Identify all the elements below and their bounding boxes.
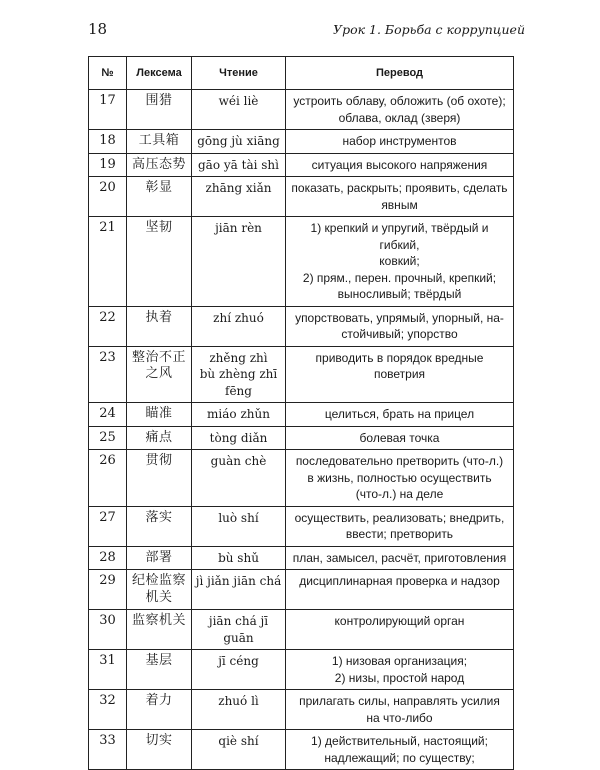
translation-line: выносливый; твёрдый [337, 287, 462, 301]
table-row [89, 650, 514, 690]
translation-line: стойчивый; упорство [341, 327, 458, 341]
translation-line: ввести; претворить [345, 527, 454, 541]
entry-translation [286, 450, 514, 507]
vocabulary-table [88, 56, 514, 770]
entry-lexeme: 高压态势 [127, 153, 192, 177]
entry-lexeme: 坚韧 [127, 217, 192, 307]
entry-reading: gōng jù xiāng [192, 130, 286, 154]
entry-translation [286, 153, 514, 177]
table-row [89, 90, 514, 130]
entry-number: 32 [89, 690, 127, 730]
translation-line: упорствовать, упрямый, упорный, на- [295, 310, 504, 325]
table-row [89, 450, 514, 507]
entry-translation [286, 570, 514, 610]
translation-line: последовательно претворить (что-л.) [295, 454, 504, 468]
column-header-lexeme: Лексема [127, 57, 192, 90]
translation-line: контролирующий орган [334, 614, 465, 628]
translation-line: осуществить, реализовать; внедрить, [294, 510, 505, 525]
translation-line: показать, раскрыть; проявить, сделать [291, 181, 508, 195]
column-header-number: № [89, 57, 127, 90]
entry-reading: zhuó lì [192, 690, 286, 730]
entry-number: 20 [89, 177, 127, 217]
translation-line: набор инструментов [342, 134, 457, 148]
translation-line: болевая точка [359, 430, 440, 445]
translation-line: устроить облаву, обложить (об охоте); [293, 94, 506, 108]
entry-reading: guàn chè [192, 450, 286, 507]
entry-reading: tòng diǎn [192, 426, 286, 450]
entry-number: 19 [89, 153, 127, 177]
entry-reading: jì jiǎn jiān chá [192, 570, 286, 610]
entry-number: 27 [89, 506, 127, 546]
entry-number: 22 [89, 306, 127, 346]
table-row [89, 570, 514, 610]
entry-lexeme: 彰显 [127, 177, 192, 217]
entry-number: 23 [89, 346, 127, 403]
entry-reading: zhěng zhì bù zhèng zhī fēng [192, 346, 286, 403]
entry-number: 33 [89, 730, 127, 770]
page-number: 18 [88, 20, 108, 38]
translation-line: план, замысел, расчёт, приготовления [292, 550, 507, 565]
entry-lexeme: 贯彻 [127, 450, 192, 507]
entry-lexeme: 落实 [127, 506, 192, 546]
translation-line: целиться, брать на прицел [324, 407, 475, 421]
translation-line: 1) низовая организация; [331, 654, 468, 668]
table-row [89, 177, 514, 217]
entry-lexeme: 工具箱 [127, 130, 192, 154]
translation-line: на что-либо [366, 710, 433, 725]
entry-translation [286, 650, 514, 690]
entry-lexeme: 执着 [127, 306, 192, 346]
table-row [89, 610, 514, 650]
entry-number: 25 [89, 426, 127, 450]
entry-translation [286, 217, 514, 307]
entry-reading: jiān rèn [192, 217, 286, 307]
translation-line: ситуация высокого напряжения [311, 157, 488, 172]
entry-reading: luò shí [192, 506, 286, 546]
translation-line: (что-л.) на деле [355, 487, 444, 501]
entry-reading: miáo zhǔn [192, 403, 286, 427]
table-row [89, 403, 514, 427]
entry-translation [286, 306, 514, 346]
entry-number: 17 [89, 90, 127, 130]
translation-line: 1) действительный, настоящий; [311, 734, 488, 748]
table-row [89, 546, 514, 570]
entry-translation [286, 130, 514, 154]
entry-reading: jiān chá jī guān [192, 610, 286, 650]
entry-translation [286, 177, 514, 217]
entry-number: 21 [89, 217, 127, 307]
table-row [89, 506, 514, 546]
table-row [89, 346, 514, 403]
entry-translation [286, 690, 514, 730]
entry-lexeme: 基层 [127, 650, 192, 690]
entry-translation [286, 346, 514, 403]
entry-lexeme: 监察机关 [127, 610, 192, 650]
table-body [89, 90, 514, 770]
translation-line: надлежащий; по существу; [324, 750, 475, 765]
translation-line: 2) низы, простой народ [334, 670, 465, 685]
entry-number: 26 [89, 450, 127, 507]
entry-number: 28 [89, 546, 127, 570]
table-row [89, 426, 514, 450]
table-row [89, 153, 514, 177]
entry-reading: qiè shí [192, 730, 286, 770]
entry-reading: zhāng xiǎn [192, 177, 286, 217]
entry-number: 18 [89, 130, 127, 154]
entry-lexeme: 着力 [127, 690, 192, 730]
entry-translation [286, 546, 514, 570]
entry-lexeme: 切实 [127, 730, 192, 770]
table-row [89, 130, 514, 154]
translation-line: 2) прям., перен. прочный, крепкий; [302, 270, 497, 285]
entry-translation [286, 506, 514, 546]
entry-number: 31 [89, 650, 127, 690]
entry-number: 30 [89, 610, 127, 650]
translation-line: облава, оклад (зверя) [338, 110, 461, 125]
entry-lexeme: 部署 [127, 546, 192, 570]
running-title: Урок 1. Борьба с коррупцией [333, 22, 525, 37]
translation-line: 1) крепкий и упругий, твёрдый и гибкий, [310, 221, 489, 252]
column-header-reading: Чтение [192, 57, 286, 90]
entry-translation [286, 90, 514, 130]
table-row [89, 690, 514, 730]
table-header-row [89, 57, 514, 90]
entry-translation [286, 610, 514, 650]
translation-line: приводить в порядок вредные поветрия [315, 350, 484, 381]
translation-line: прилагать силы, направлять усилия [299, 694, 500, 708]
entry-reading: jī céng [192, 650, 286, 690]
entry-reading: gāo yā tài shì [192, 153, 286, 177]
translation-line: ковкий; [379, 254, 420, 268]
entry-reading: zhí zhuó [192, 306, 286, 346]
table-row [89, 217, 514, 307]
entry-lexeme: 整治不正​之风 [127, 346, 192, 403]
entry-number: 24 [89, 403, 127, 427]
entry-lexeme: 围猎 [127, 90, 192, 130]
entry-lexeme: 瞄准 [127, 403, 192, 427]
entry-translation [286, 426, 514, 450]
entry-lexeme: 纪检监察​机关 [127, 570, 192, 610]
entry-lexeme: 痛点 [127, 426, 192, 450]
entry-reading: wéi liè [192, 90, 286, 130]
entry-reading: bù shǔ [192, 546, 286, 570]
translation-line: дисциплинарная проверка и надзор [299, 574, 500, 588]
column-header-translation: Перевод [286, 57, 514, 90]
translation-line: явным [381, 197, 418, 212]
entry-number: 29 [89, 570, 127, 610]
translation-line: в жизнь, полностью осуществить [307, 470, 492, 485]
entry-translation [286, 403, 514, 427]
table-row [89, 306, 514, 346]
